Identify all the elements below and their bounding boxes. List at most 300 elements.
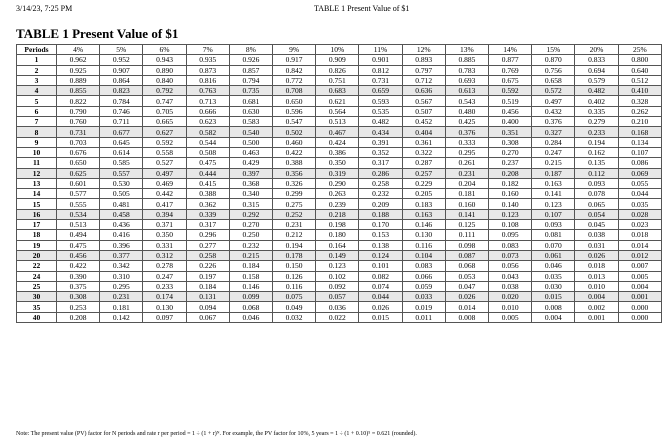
pv-factor-cell: 0.082 <box>359 271 402 281</box>
period-cell: 16 <box>17 209 57 219</box>
pv-factor-cell: 0.319 <box>316 168 359 178</box>
pv-factor-cell: 0.162 <box>575 147 618 157</box>
pv-factor-cell: 0.066 <box>402 271 445 281</box>
pv-factor-cell: 0.095 <box>489 230 532 240</box>
pv-factor-cell: 0.800 <box>618 55 661 65</box>
pv-factor-cell: 0.015 <box>532 292 575 302</box>
pv-factor-cell: 0.683 <box>316 86 359 96</box>
pv-factor-cell: 0.885 <box>445 55 488 65</box>
period-cell: 30 <box>17 292 57 302</box>
pv-factor-cell: 0.397 <box>229 168 272 178</box>
pv-factor-cell: 0.331 <box>143 240 186 250</box>
pv-factor-cell: 0.890 <box>143 65 186 75</box>
pv-factor-cell: 0.187 <box>532 168 575 178</box>
pv-factor-cell: 0.257 <box>402 168 445 178</box>
pv-factor-cell: 0.184 <box>186 281 229 291</box>
pv-factor-cell: 0.111 <box>445 230 488 240</box>
pv-factor-cell: 0.864 <box>100 75 143 85</box>
pv-factor-cell: 0.237 <box>489 158 532 168</box>
pv-factor-cell: 0.181 <box>445 189 488 199</box>
pv-factor-cell: 0.458 <box>100 209 143 219</box>
pv-factor-cell: 0.212 <box>273 230 316 240</box>
pv-factor-cell: 0.534 <box>57 209 100 219</box>
pv-factor-cell: 0.925 <box>57 65 100 75</box>
pv-factor-cell: 0.284 <box>532 137 575 147</box>
pv-factor-cell: 0.705 <box>143 106 186 116</box>
period-cell: 20 <box>17 250 57 260</box>
pv-factor-cell: 0.402 <box>575 96 618 106</box>
pv-factor-cell: 0.350 <box>316 158 359 168</box>
pv-factor-cell: 0.625 <box>57 168 100 178</box>
pv-factor-cell: 0.130 <box>402 230 445 240</box>
pv-factor-cell: 0.952 <box>100 55 143 65</box>
pv-factor-cell: 0.315 <box>229 199 272 209</box>
pv-factor-cell: 0.326 <box>273 178 316 188</box>
pv-factor-cell: 0.361 <box>402 137 445 147</box>
pv-factor-cell: 0.104 <box>402 250 445 260</box>
period-cell: 25 <box>17 281 57 291</box>
pv-factor-cell: 0.712 <box>402 75 445 85</box>
pv-factor-cell: 0.769 <box>489 65 532 75</box>
pv-factor-cell: 0.535 <box>359 106 402 116</box>
pv-factor-cell: 0.160 <box>445 199 488 209</box>
pv-factor-cell: 0.308 <box>57 292 100 302</box>
pv-factor-cell: 0.083 <box>489 240 532 250</box>
pv-factor-cell: 0.123 <box>489 209 532 219</box>
pv-factor-cell: 0.434 <box>359 127 402 137</box>
pv-factor-cell: 0.577 <box>57 189 100 199</box>
document-header-title: TABLE 1 Present Value of $1 <box>314 4 410 13</box>
pv-factor-cell: 0.350 <box>143 230 186 240</box>
pv-factor-cell: 0.512 <box>618 75 661 85</box>
pv-factor-cell: 0.053 <box>445 271 488 281</box>
pv-factor-cell: 0.592 <box>489 86 532 96</box>
period-cell: 10 <box>17 147 57 157</box>
pv-factor-cell: 0.335 <box>575 106 618 116</box>
pv-factor-cell: 0.351 <box>489 127 532 137</box>
table-row <box>17 189 662 199</box>
pv-factor-cell: 0.194 <box>575 137 618 147</box>
pv-factor-cell: 0.497 <box>532 96 575 106</box>
column-header-rate: 7% <box>186 45 229 55</box>
pv-factor-cell: 0.666 <box>186 106 229 116</box>
pv-factor-cell: 0.239 <box>316 199 359 209</box>
pv-factor-cell: 0.731 <box>57 127 100 137</box>
pv-factor-cell: 0.018 <box>618 230 661 240</box>
pv-factor-cell: 0.404 <box>402 127 445 137</box>
pv-factor-cell: 0.004 <box>618 281 661 291</box>
period-cell: 13 <box>17 178 57 188</box>
pv-factor-cell: 0.508 <box>186 147 229 157</box>
pv-factor-cell: 0.008 <box>532 302 575 312</box>
pv-factor-cell: 0.020 <box>489 292 532 302</box>
pv-factor-cell: 0.747 <box>143 96 186 106</box>
pv-factor-cell: 0.112 <box>575 168 618 178</box>
pv-factor-cell: 0.233 <box>143 281 186 291</box>
pv-factor-cell: 0.068 <box>445 261 488 271</box>
pv-factor-cell: 0.134 <box>618 137 661 147</box>
pv-factor-cell: 0.068 <box>229 302 272 312</box>
pv-factor-cell: 0.194 <box>273 240 316 250</box>
pv-factor-cell: 0.676 <box>57 147 100 157</box>
table-row <box>17 209 662 219</box>
pv-factor-cell: 0.123 <box>532 199 575 209</box>
pv-factor-cell: 0.231 <box>445 168 488 178</box>
pv-factor-cell: 0.046 <box>229 312 272 322</box>
pv-factor-cell: 0.099 <box>229 292 272 302</box>
pv-factor-cell: 0.205 <box>402 189 445 199</box>
table-row <box>17 168 662 178</box>
column-header-periods: Periods <box>17 45 57 55</box>
pv-factor-cell: 0.636 <box>402 86 445 96</box>
pv-factor-cell: 0.746 <box>100 106 143 116</box>
pv-factor-cell: 0.388 <box>186 189 229 199</box>
column-header-rate: 14% <box>489 45 532 55</box>
pv-factor-cell: 0.097 <box>143 312 186 322</box>
pv-factor-cell: 0.010 <box>489 302 532 312</box>
pv-factor-cell: 0.640 <box>618 65 661 75</box>
column-header-rate: 25% <box>618 45 661 55</box>
pv-factor-cell: 0.124 <box>359 250 402 260</box>
pv-factor-cell: 0.140 <box>489 199 532 209</box>
pv-factor-cell: 0.623 <box>186 117 229 127</box>
pv-factor-cell: 0.081 <box>532 230 575 240</box>
pv-factor-cell: 0.057 <box>316 292 359 302</box>
pv-factor-cell: 0.184 <box>229 261 272 271</box>
pv-factor-cell: 0.593 <box>359 96 402 106</box>
pv-factor-cell: 0.659 <box>359 86 402 96</box>
pv-factor-cell: 0.049 <box>273 302 316 312</box>
table-row <box>17 178 662 188</box>
table-row <box>17 271 662 281</box>
pv-factor-cell: 0.233 <box>575 127 618 137</box>
pv-factor-cell: 0.026 <box>359 302 402 312</box>
pv-factor-cell: 0.527 <box>143 158 186 168</box>
pv-factor-cell: 0.783 <box>445 65 488 75</box>
pv-factor-cell: 0.215 <box>532 158 575 168</box>
pv-factor-cell: 0.030 <box>532 281 575 291</box>
pv-factor-cell: 0.146 <box>402 220 445 230</box>
table-row <box>17 117 662 127</box>
pv-factor-cell: 0.497 <box>143 168 186 178</box>
pv-factor-cell: 0.417 <box>143 199 186 209</box>
pv-factor-cell: 0.278 <box>143 261 186 271</box>
column-header-rate: 12% <box>402 45 445 55</box>
pv-factor-cell: 0.877 <box>489 55 532 65</box>
pv-factor-cell: 0.812 <box>359 65 402 75</box>
pv-factor-cell: 0.481 <box>100 199 143 209</box>
pv-factor-cell: 0.482 <box>359 117 402 127</box>
pv-factor-cell: 0.582 <box>186 127 229 137</box>
pv-factor-cell: 0.208 <box>57 312 100 322</box>
pv-factor-cell: 0.513 <box>57 220 100 230</box>
column-header-rate: 9% <box>273 45 316 55</box>
pv-factor-cell: 0.339 <box>186 209 229 219</box>
period-cell: 19 <box>17 240 57 250</box>
pv-factor-cell: 0.873 <box>186 65 229 75</box>
pv-factor-cell: 0.130 <box>143 302 186 312</box>
period-cell: 11 <box>17 158 57 168</box>
table-row <box>17 199 662 209</box>
pv-factor-cell: 0.342 <box>100 261 143 271</box>
pv-factor-cell: 0.376 <box>445 127 488 137</box>
pv-factor-cell: 0.312 <box>143 250 186 260</box>
table-row <box>17 137 662 147</box>
table-row <box>17 86 662 96</box>
pv-factor-cell: 0.229 <box>402 178 445 188</box>
pv-factor-cell: 0.475 <box>57 240 100 250</box>
pv-factor-cell: 0.756 <box>532 65 575 75</box>
period-cell: 35 <box>17 302 57 312</box>
pv-factor-cell: 0.962 <box>57 55 100 65</box>
pv-factor-cell: 0.153 <box>359 230 402 240</box>
pv-factor-cell: 0.001 <box>618 292 661 302</box>
pv-factor-cell: 0.376 <box>532 117 575 127</box>
pv-factor-cell: 0.530 <box>100 178 143 188</box>
pv-factor-cell: 0.735 <box>229 86 272 96</box>
pv-factor-cell: 0.253 <box>57 302 100 312</box>
pv-factor-cell: 0.061 <box>532 250 575 260</box>
pv-factor-cell: 0.368 <box>229 178 272 188</box>
pv-factor-cell: 0.231 <box>100 292 143 302</box>
pv-factor-cell: 0.010 <box>575 281 618 291</box>
period-cell: 5 <box>17 96 57 106</box>
pv-factor-cell: 0.327 <box>532 127 575 137</box>
pv-factor-cell: 0.645 <box>100 137 143 147</box>
pv-factor-cell: 0.002 <box>575 302 618 312</box>
pv-factor-cell: 0.394 <box>143 209 186 219</box>
pv-factor-cell: 0.415 <box>186 178 229 188</box>
pv-factor-cell: 0.482 <box>575 86 618 96</box>
pv-factor-cell: 0.069 <box>618 168 661 178</box>
pv-factor-cell: 0.943 <box>143 55 186 65</box>
pv-factor-cell: 0.840 <box>143 75 186 85</box>
pv-factor-cell: 0.432 <box>532 106 575 116</box>
pv-factor-cell: 0.386 <box>316 147 359 157</box>
period-cell: 1 <box>17 55 57 65</box>
table-row <box>17 292 662 302</box>
period-cell: 2 <box>17 65 57 75</box>
pv-factor-cell: 0.893 <box>402 55 445 65</box>
pv-factor-cell: 0.935 <box>186 55 229 65</box>
pv-factor-cell: 0.823 <box>100 86 143 96</box>
pv-factor-cell: 0.567 <box>402 96 445 106</box>
table-header-row <box>17 45 662 55</box>
pv-factor-cell: 0.681 <box>229 96 272 106</box>
column-header-rate: 15% <box>532 45 575 55</box>
table-row <box>17 220 662 230</box>
table-row <box>17 158 662 168</box>
pv-factor-cell: 0.005 <box>489 312 532 322</box>
table-row <box>17 312 662 322</box>
pv-factor-cell: 0.197 <box>186 271 229 281</box>
pv-factor-cell: 0.555 <box>57 199 100 209</box>
pv-factor-cell: 0.011 <box>402 312 445 322</box>
pv-factor-cell: 0.038 <box>575 230 618 240</box>
pv-factor-cell: 0.444 <box>186 168 229 178</box>
pv-factor-cell: 0.579 <box>575 75 618 85</box>
pv-factor-cell: 0.731 <box>359 75 402 85</box>
pv-factor-cell: 0.181 <box>100 302 143 312</box>
pv-factor-cell: 0.677 <box>100 127 143 137</box>
pv-factor-cell: 0.252 <box>273 209 316 219</box>
pv-factor-cell: 0.694 <box>575 65 618 75</box>
pv-factor-cell: 0.123 <box>316 261 359 271</box>
pv-factor-cell: 0.036 <box>316 302 359 312</box>
pv-factor-cell: 0.226 <box>186 261 229 271</box>
pv-factor-cell: 0.469 <box>143 178 186 188</box>
pv-factor-cell: 0.138 <box>359 240 402 250</box>
pv-factor-cell: 0.035 <box>532 271 575 281</box>
pv-factor-cell: 0.043 <box>489 271 532 281</box>
pv-factor-cell: 0.703 <box>57 137 100 147</box>
pv-factor-cell: 0.763 <box>186 86 229 96</box>
pv-factor-cell: 0.275 <box>273 199 316 209</box>
pv-factor-cell: 0.218 <box>316 209 359 219</box>
pv-factor-cell: 0.270 <box>489 147 532 157</box>
pv-factor-cell: 0.107 <box>618 147 661 157</box>
pv-factor-cell: 0.295 <box>445 147 488 157</box>
pv-factor-cell: 0.075 <box>273 292 316 302</box>
pv-factor-cell: 0.258 <box>186 250 229 260</box>
pv-factor-cell: 0.026 <box>445 292 488 302</box>
pv-factor-cell: 0.141 <box>532 189 575 199</box>
pv-factor-cell: 0.070 <box>532 240 575 250</box>
pv-factor-cell: 0.000 <box>618 312 661 322</box>
pv-factor-cell: 0.142 <box>100 312 143 322</box>
pv-factor-cell: 0.004 <box>532 312 575 322</box>
pv-factor-cell: 0.046 <box>532 261 575 271</box>
pv-factor-cell: 0.519 <box>489 96 532 106</box>
pv-factor-cell: 0.467 <box>316 127 359 137</box>
pv-factor-cell: 0.901 <box>359 55 402 65</box>
pv-factor-cell: 0.452 <box>402 117 445 127</box>
page-title: TABLE 1 Present Value of $1 <box>16 26 179 41</box>
pv-factor-cell: 0.650 <box>273 96 316 106</box>
pv-factor-cell: 0.693 <box>445 75 488 85</box>
pv-factor-cell: 0.480 <box>445 106 488 116</box>
pv-factor-cell: 0.168 <box>618 127 661 137</box>
pv-factor-cell: 0.073 <box>489 250 532 260</box>
pv-factor-cell: 0.093 <box>532 220 575 230</box>
pv-factor-cell: 0.356 <box>273 168 316 178</box>
pv-factor-cell: 0.388 <box>273 158 316 168</box>
pv-factor-cell: 0.247 <box>532 147 575 157</box>
pv-factor-cell: 0.160 <box>489 189 532 199</box>
pv-factor-cell: 0.033 <box>402 292 445 302</box>
pv-factor-cell: 0.180 <box>316 230 359 240</box>
period-cell: 4 <box>17 86 57 96</box>
pv-factor-cell: 0.650 <box>57 158 100 168</box>
pv-factor-cell: 0.500 <box>229 137 272 147</box>
pv-factor-cell: 0.022 <box>316 312 359 322</box>
pv-factor-cell: 0.013 <box>575 271 618 281</box>
pv-factor-cell: 0.045 <box>575 220 618 230</box>
period-cell: 3 <box>17 75 57 85</box>
column-header-rate: 13% <box>445 45 488 55</box>
pv-factor-cell: 0.456 <box>489 106 532 116</box>
pv-factor-cell: 0.857 <box>229 65 272 75</box>
table-row <box>17 250 662 260</box>
pv-factor-cell: 0.093 <box>575 178 618 188</box>
pv-factor-cell: 0.375 <box>57 281 100 291</box>
pv-factor-cell: 0.059 <box>402 281 445 291</box>
pv-factor-cell: 0.126 <box>273 271 316 281</box>
pv-factor-cell: 0.000 <box>618 302 661 312</box>
pv-factor-cell: 0.008 <box>445 312 488 322</box>
pv-factor-cell: 0.816 <box>186 75 229 85</box>
pv-factor-cell: 0.279 <box>575 117 618 127</box>
pv-factor-cell: 0.204 <box>445 178 488 188</box>
pv-factor-cell: 0.174 <box>143 292 186 302</box>
pv-factor-cell: 0.442 <box>143 189 186 199</box>
pv-factor-cell: 0.429 <box>229 158 272 168</box>
period-cell: 14 <box>17 189 57 199</box>
pv-factor-cell: 0.014 <box>618 240 661 250</box>
pv-factor-cell: 0.098 <box>445 240 488 250</box>
pv-factor-cell: 0.558 <box>143 147 186 157</box>
pv-factor-cell: 0.092 <box>316 281 359 291</box>
pv-factor-cell: 0.665 <box>143 117 186 127</box>
timestamp: 3/14/23, 7:25 PM <box>16 4 73 13</box>
pv-factor-cell: 0.094 <box>186 302 229 312</box>
pv-factor-cell: 0.583 <box>229 117 272 127</box>
period-cell: 17 <box>17 220 57 230</box>
pv-factor-cell: 0.208 <box>489 168 532 178</box>
period-cell: 8 <box>17 127 57 137</box>
pv-factor-cell: 0.390 <box>57 271 100 281</box>
pv-factor-cell: 0.231 <box>273 220 316 230</box>
pv-factor-cell: 0.410 <box>618 86 661 96</box>
pv-factor-cell: 0.494 <box>57 230 100 240</box>
column-header-rate: 6% <box>143 45 186 55</box>
table-row <box>17 55 662 65</box>
pv-factor-cell: 0.310 <box>100 271 143 281</box>
column-header-rate: 5% <box>100 45 143 55</box>
pv-factor-cell: 0.621 <box>316 96 359 106</box>
table-row <box>17 230 662 240</box>
period-cell: 18 <box>17 230 57 240</box>
pv-factor-cell: 0.125 <box>445 220 488 230</box>
pv-factor-cell: 0.163 <box>532 178 575 188</box>
pv-factor-cell: 0.054 <box>575 209 618 219</box>
table-footnote: Note: The present value (PV) factor for N periods and rate r per period = 1 ÷ (1 + r)ᴺ. For example, the PV factor for 10%, 5 years = 1 ÷ (1 + 0.10)⁵ = 0.621 (rounded). <box>16 431 417 437</box>
table-row <box>17 106 662 116</box>
pv-factor-cell: 0.044 <box>359 292 402 302</box>
pv-factor-cell: 0.322 <box>402 147 445 157</box>
pv-factor-cell: 0.055 <box>618 178 661 188</box>
pv-factor-cell: 0.585 <box>100 158 143 168</box>
pv-factor-cell: 0.613 <box>445 86 488 96</box>
pv-factor-cell: 0.614 <box>100 147 143 157</box>
table-row <box>17 147 662 157</box>
pv-factor-cell: 0.210 <box>618 117 661 127</box>
period-cell: 7 <box>17 117 57 127</box>
pv-factor-cell: 0.425 <box>445 117 488 127</box>
pv-factor-cell: 0.371 <box>143 220 186 230</box>
pv-factor-cell: 0.396 <box>100 240 143 250</box>
pv-factor-cell: 0.572 <box>532 86 575 96</box>
pv-factor-cell: 0.250 <box>229 230 272 240</box>
pv-factor-cell: 0.178 <box>273 250 316 260</box>
table-row <box>17 127 662 137</box>
table-row <box>17 281 662 291</box>
table-row <box>17 96 662 106</box>
pv-factor-cell: 0.790 <box>57 106 100 116</box>
pv-factor-cell: 0.630 <box>229 106 272 116</box>
pv-factor-cell: 0.544 <box>186 137 229 147</box>
pv-factor-cell: 0.760 <box>57 117 100 127</box>
